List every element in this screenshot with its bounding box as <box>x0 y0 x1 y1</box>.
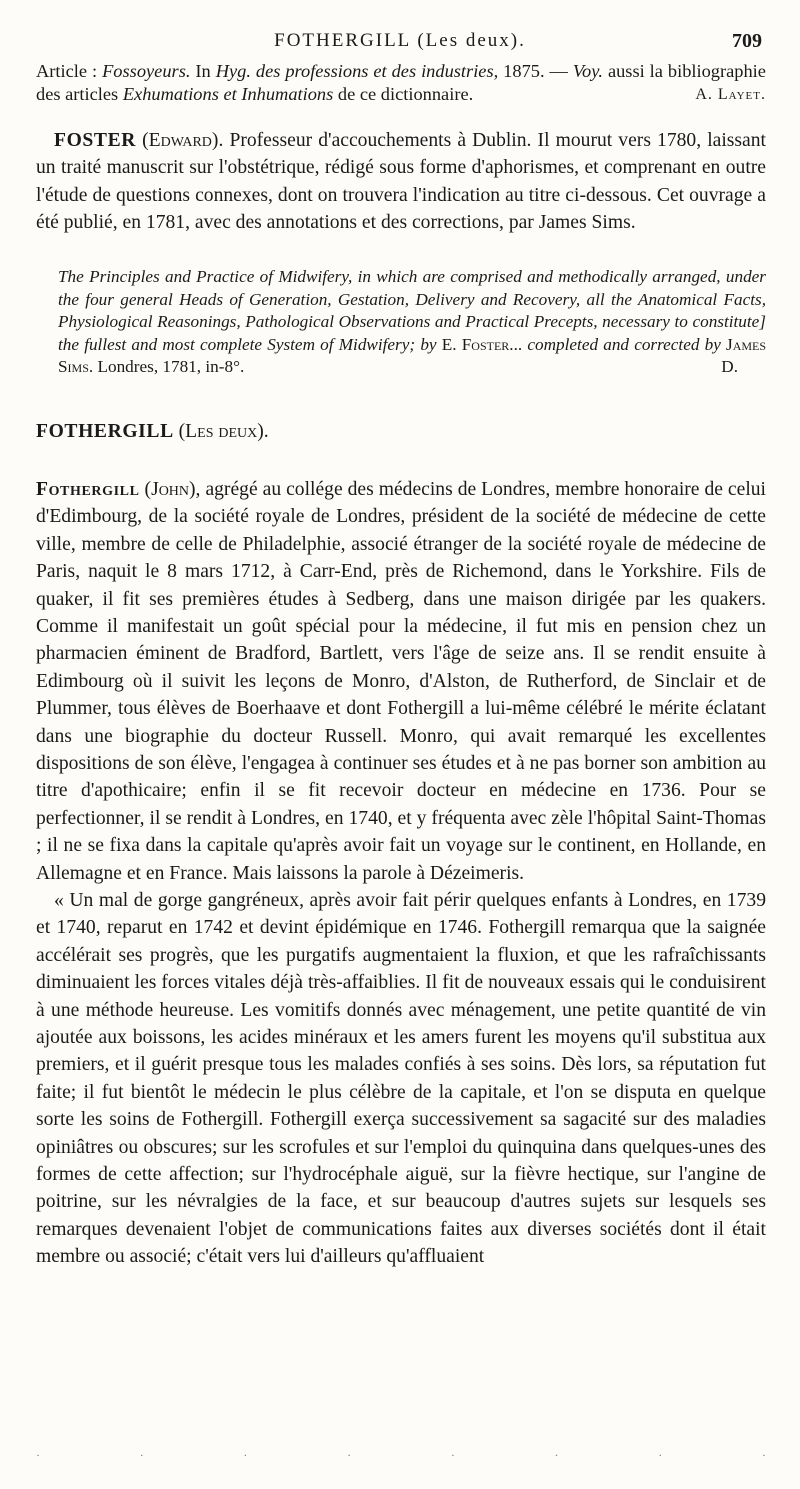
foster-name: (Edward). <box>142 129 224 151</box>
running-head <box>36 30 764 60</box>
foster-headword: FOSTER <box>54 129 136 151</box>
bibliography-author: E. Foster... <box>441 334 523 354</box>
page-number: 709 <box>732 30 762 52</box>
bibliography-imprint: Londres, 1781, in-8°. <box>97 357 245 377</box>
previous-article-tail <box>36 60 766 107</box>
bibliography-completed: completed and corrected by <box>527 334 721 354</box>
fothergill-john-name: (John), <box>144 478 201 500</box>
voy-tail: de ce dictionnaire. <box>337 84 474 105</box>
article-lead: Article : <box>36 61 98 81</box>
foster-text: Professeur d'accouchements à Dublin. Il mourut vers 1780, laissant un traité manuscrit sur l'obstétrique, rédigé sous forme d'aphorismes, et comprenant en outre l'étude de questions connexes, dont on trouvera l'indication au titre ci-dessous. Cet ouvrage a été publié, en 1781, avec des annotations et des corrections, par James Sims. <box>36 129 766 234</box>
fothergill-headword: FOTHERGILL <box>36 421 174 443</box>
fothergill-john-paragraph-2: « Un mal de gorge gangréneux, après avoir fait périr quelques enfants à Londres, en 1739 et 1740, reparut en 1742 et devint épidémique en 1746. Fothergill remarqua que la saignée accélérait ses progrès, que les purgatifs augmentaient la fluxion, et que les rafraîchissants diminuaient les forces vitales déjà très-affaiblies. Il fit de nouveaux essais qui le conduisirent à une méthode heureuse. Les vomitifs donnés avec ménagement, une petite quantité de vin ajoutée aux boissons, les acides minéraux et les amers furent les moyens qu'il substitua aux premiers, et il guérit presque tous les malades confiés à ses soins. Dès lors, sa réputation fut faite; il fut bientôt le médecin le plus célèbre de la capitale, et l'on se disputa en quelque sorte les soins de Fothergill. Fothergill exerça successivement sa sagacité sur des maladies opiniâtres ou obscures; sur les scrofules et sur l'emploi du quinquina dans quelques-unes des formes de cette affection; sur l'hydrocéphale aiguë, sur la fièvre hectique, sur l'angine de poitrine, sur les névralgies de la face, et sur beaucoup d'autres sujets sur lesquels ses remarques devenaient l'objet de communications faites aux diverses sociétés dont il était membre ou associé; c'était vers lui d'ailleurs qu'affluaient <box>36 889 766 1268</box>
voy-label: Voy. <box>572 61 603 81</box>
bibliography-signature: D. <box>721 357 738 377</box>
running-title: FOTHERGILL (Les deux). <box>274 30 526 51</box>
voy-articles: Exhumations et Inhumations <box>122 84 334 105</box>
fothergill-john-headword: Fothergill <box>36 478 140 500</box>
fothergill-heading-tail: (Les deux). <box>178 421 269 443</box>
body-text <box>36 60 766 1271</box>
foster-entry <box>36 127 766 237</box>
reference-title: Fossoyeurs. <box>102 61 191 81</box>
reference-in: In <box>195 61 211 81</box>
bibliography-by: by <box>420 334 437 354</box>
voy-text: aussi la bibliographie des articles <box>36 61 766 105</box>
fothergill-john-paragraph-1 <box>36 476 766 887</box>
fothergill-john-text-1: agrégé au collége des médecins de Londres, membre honoraire de celui d'Edimbourg, de la société royale de Londres, président de la société de médecine de cette ville, membre de celle de Philadelphie, associé étranger de la société royale de médecine de Paris, naquit le 8 mars 1712, à Carr-End, près de Richemond, dans le Yorkshire. Fils de quaker, il fit ses premières études à Sedberg, dans une maison dirigée par les quakers. Comme il manifestait un goût spécial pour la médecine, il fut mis en pension chez un pharmacien éminent de Bradford, Bartlett, vers l'âge de seize ans. Il se rendit ensuite à Edimbourg où il suivit les leçons de Monro, d'Alston, de Rutherford, de Sinclair et de Plummer, tous élèves de Boerhaave et dont Fothergill a lui-même célébré le mérite éclatant dans une biographie du docteur Russell. Monro, qui avait remarqué les excellentes dispositions de son élève, l'engagea à continuer ses études et à ne pas borner son ambition au titre d'apothicaire; enfin il se fit recevoir docteur en médecine en 1736. Pour se perfectionner, il se rendit à Londres, en 1740, et y fréquenta avec zèle l'hôpital Saint-Thomas ; il ne se fixa dans la capitale qu'après avoir fait un voyage sur le continent, en Hollande, en Allemagne et en France. Mais laissons la parole à Dézeimeris. <box>36 478 767 884</box>
foster-bibliography <box>36 266 766 378</box>
bibliography-title: The Principles and Practice of Midwifery, in which are comprised and methodically arranged, under the four general Heads of Generation, Gestation, Delivery and Recovery, all the Anatomical Facts, Physiological Reasonings, Pathological Observations and Practical Precepts, necessary to constitute] the fullest and most complete System of Midwifery; <box>58 267 766 354</box>
footer-dots: · · · · · · · · <box>36 1448 766 1462</box>
bibliography-editor: James Sims. <box>58 334 767 377</box>
reference-year: 1875. — <box>503 61 568 81</box>
article-signature: A. Layet. <box>695 86 766 104</box>
fothergill-heading <box>36 418 766 445</box>
reference-journal: Hyg. des professions et des industries, <box>215 61 499 81</box>
